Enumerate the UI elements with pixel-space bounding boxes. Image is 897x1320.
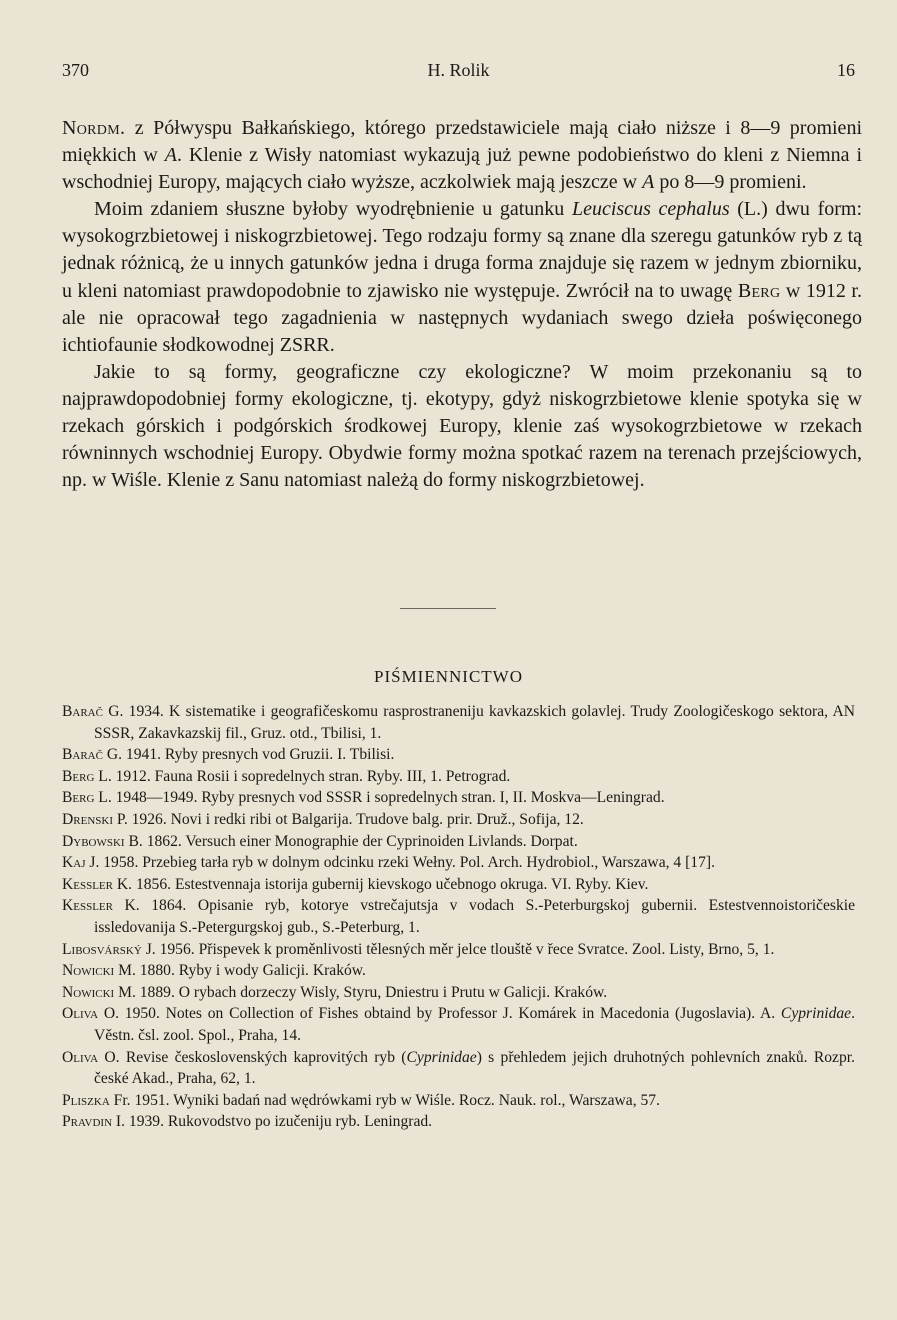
reference-text: P. 1926. Novi i redki ribi ot Balgarija. Trudove balg. prir. Druž., Sofija, 12. [113,810,584,828]
reference-list [62,701,855,1133]
reference-entry [62,960,855,982]
reference-text: Fr. 1951. Wyniki badań nad wędrówkami ryb w Wiśle. Rocz. Nauk. rol., Warszawa, 57. [109,1091,660,1109]
body-text [62,115,862,494]
reference-author: Berg [62,767,95,785]
reference-author: Nowicki [62,983,115,1001]
text-span: Moim zdaniem słuszne byłoby wyodrębnienie u gatunku [94,198,572,221]
section-divider [400,608,496,609]
reference-entry [62,1047,855,1090]
page-number-left: 370 [62,60,89,80]
reference-text: O. Revise československých kaprovitých ryb ( [98,1048,407,1066]
reference-author: Libosvárský [62,940,142,958]
species-name: Leuciscus cephalus [571,198,730,221]
reference-author: Kaj [62,854,86,872]
reference-entry [62,744,855,766]
reference-entry [62,939,855,961]
reference-text: G. 1941. Ryby presnych vod Gruzii. I. Tbilisi. [102,746,395,764]
reference-entry [62,874,855,896]
text-span: (L.) dwu form: wysokogrzbietowej i niskogrzbietowej. Tego rodzaju formy są znane dla szeregu gatunków ryb z tą jednak różnicą, że u innych gatunków jedna i druga forma znajduje się razem w jednym zbiorniku, u kleni natomiast prawdopodobnie to zjawisko nie występuje. Zwrócił na to uwagę [62,198,862,302]
reference-text: L. 1912. Fauna Rosii i sopredelnych stran. Ryby. III, 1. Petrograd. [94,767,511,785]
reference-author: Nowicki [62,962,115,980]
paragraph-3: Jakie to są formy, geograficzne czy ekologiczne? W moim przekonaniu są to najprawdopodobniej formy ekologiczne, tj. ekotypy, gdyż niskogrzbietowe klenie spotyka się w rzekach górskich i podgórskich środkowej Europy, klenie zaś wysokogrzbietowe w rzekach równinnych wschodniej Europy. Obydwie formy można spotkać razem na terenach przejściowych, np. w Wiśle. Klenie z Sanu natomiast należą do formy niskogrzbietowej. [62,360,862,492]
fin-letter: A [642,171,655,194]
reference-author: Dybowski [62,832,125,850]
reference-entry [62,895,855,938]
reference-text: J. 1958. Przebieg tarła ryb w dolnym odcinku rzeki Wełny. Pol. Arch. Hydrobiol., Warszawa, 4 [17]. [85,854,715,872]
reference-text: B. 1862. Versuch einer Monographie der Cyprinoiden Livlands. Dorpat. [124,832,578,850]
reference-author: Oliva [62,1048,99,1066]
reference-text: O. 1950. Notes on Collection of Fishes obtaind by Professor J. Komárek in Macedonia (Jugoslavia). A. [98,1005,781,1023]
reference-text: ) s přehledem jejich druhotných pohlevních znaků. Rozpr. české Akad., Praha, 62, 1. [94,1048,855,1088]
fin-letter: A [164,144,177,167]
reference-entry [62,766,855,788]
paragraph-2 [62,196,862,359]
author-citation: Berg [737,279,781,302]
reference-entry [62,701,855,744]
reference-entry [62,831,855,853]
running-head-author: H. Rolik [427,60,490,80]
reference-text: K. 1864. Opisanie ryb, kotorye vstrečajutsja v vodach S.-Peterburgskoj gubernii. Estestvennoistoričeskie issledovanija S.-Petergurgskoj gub., S.-Peterburg, 1. [94,897,855,936]
reference-author: Barač [62,746,103,764]
reference-entry [62,852,855,874]
author-citation: Nordm. [62,117,126,139]
reference-author: Pravdin [62,1113,113,1131]
reference-text: M. 1889. O rybach dorzeczy Wisly, Styru, Dniestru i Prutu w Galicji. Kraków. [114,983,608,1001]
reference-author: Oliva [62,1005,99,1023]
reference-text: M. 1880. Ryby i wody Galicji. Kraków. [114,962,366,980]
reference-author: Barač [62,703,103,720]
paragraph-1 [62,115,862,196]
reference-entry [62,1090,855,1112]
reference-author: Berg [62,789,95,807]
text-span: w 1912 r. ale nie opracował tego zagadnienia w następnych wydaniach swego dzieła poświęconego ichtiofaunie słodkowodnej ZSRR. [62,279,862,356]
reference-italic-term: Cyprinidae [406,1048,477,1066]
reference-text: L. 1948—1949. Ryby presnych vod SSSR i sopredelnych stran. I, II. Moskva—Leningrad. [94,789,665,807]
section-title: PIŚMIENNICTWO [374,667,523,686]
page-number-right: 16 [837,60,855,80]
reference-entry [62,809,855,831]
text-span: . Klenie z Wisły natomiast wykazują już pewne podobieństwo do kleni z Niemna i wschodniej Europy, mających ciało wyższe, aczkolwiek mają jeszcze w [62,144,863,194]
reference-italic-term: Cyprinidae [780,1005,852,1023]
reference-text: I. 1939. Rukovodstvo po izučeniju ryb. Leningrad. [112,1113,433,1131]
reference-text: . Věstn. čsl. zool. Spol., Praha, 14. [94,1005,855,1044]
reference-text: K. 1856. Estestvennaja istorija gubernij kievskogo učebnogo okruga. VI. Ryby. Kiev. [113,875,649,893]
reference-author: Pliszka [62,1091,110,1109]
reference-text: J. 1956. Přispevek k proměnlivosti tělesných měr jelce tlouště v řece Svratce. Zool. Listy, Brno, 5, 1. [141,940,775,958]
reference-entry [62,787,855,809]
running-header [62,60,855,86]
reference-author: Kessler [62,897,113,915]
reference-author: Kessler [62,875,113,893]
reference-entry [62,1003,855,1046]
text-span: po 8—9 promieni. [654,171,807,194]
reference-text: G. 1934. K sistematike i geografičeskomu rasprostraneniju kavkazskich golavlej. Trudy Zoologičeskogo sektora, AN SSSR, Zakavkazskij fil., Gruz. otd., Tbilisi, 1. [94,703,855,742]
reference-entry [62,1111,855,1133]
reference-entry [62,982,855,1004]
reference-author: Drenski [62,810,113,828]
text-span: z Półwyspu Bałkańskiego, którego przedstawiciele mają ciało niższe i 8—9 promieni miękkich w [62,117,862,167]
